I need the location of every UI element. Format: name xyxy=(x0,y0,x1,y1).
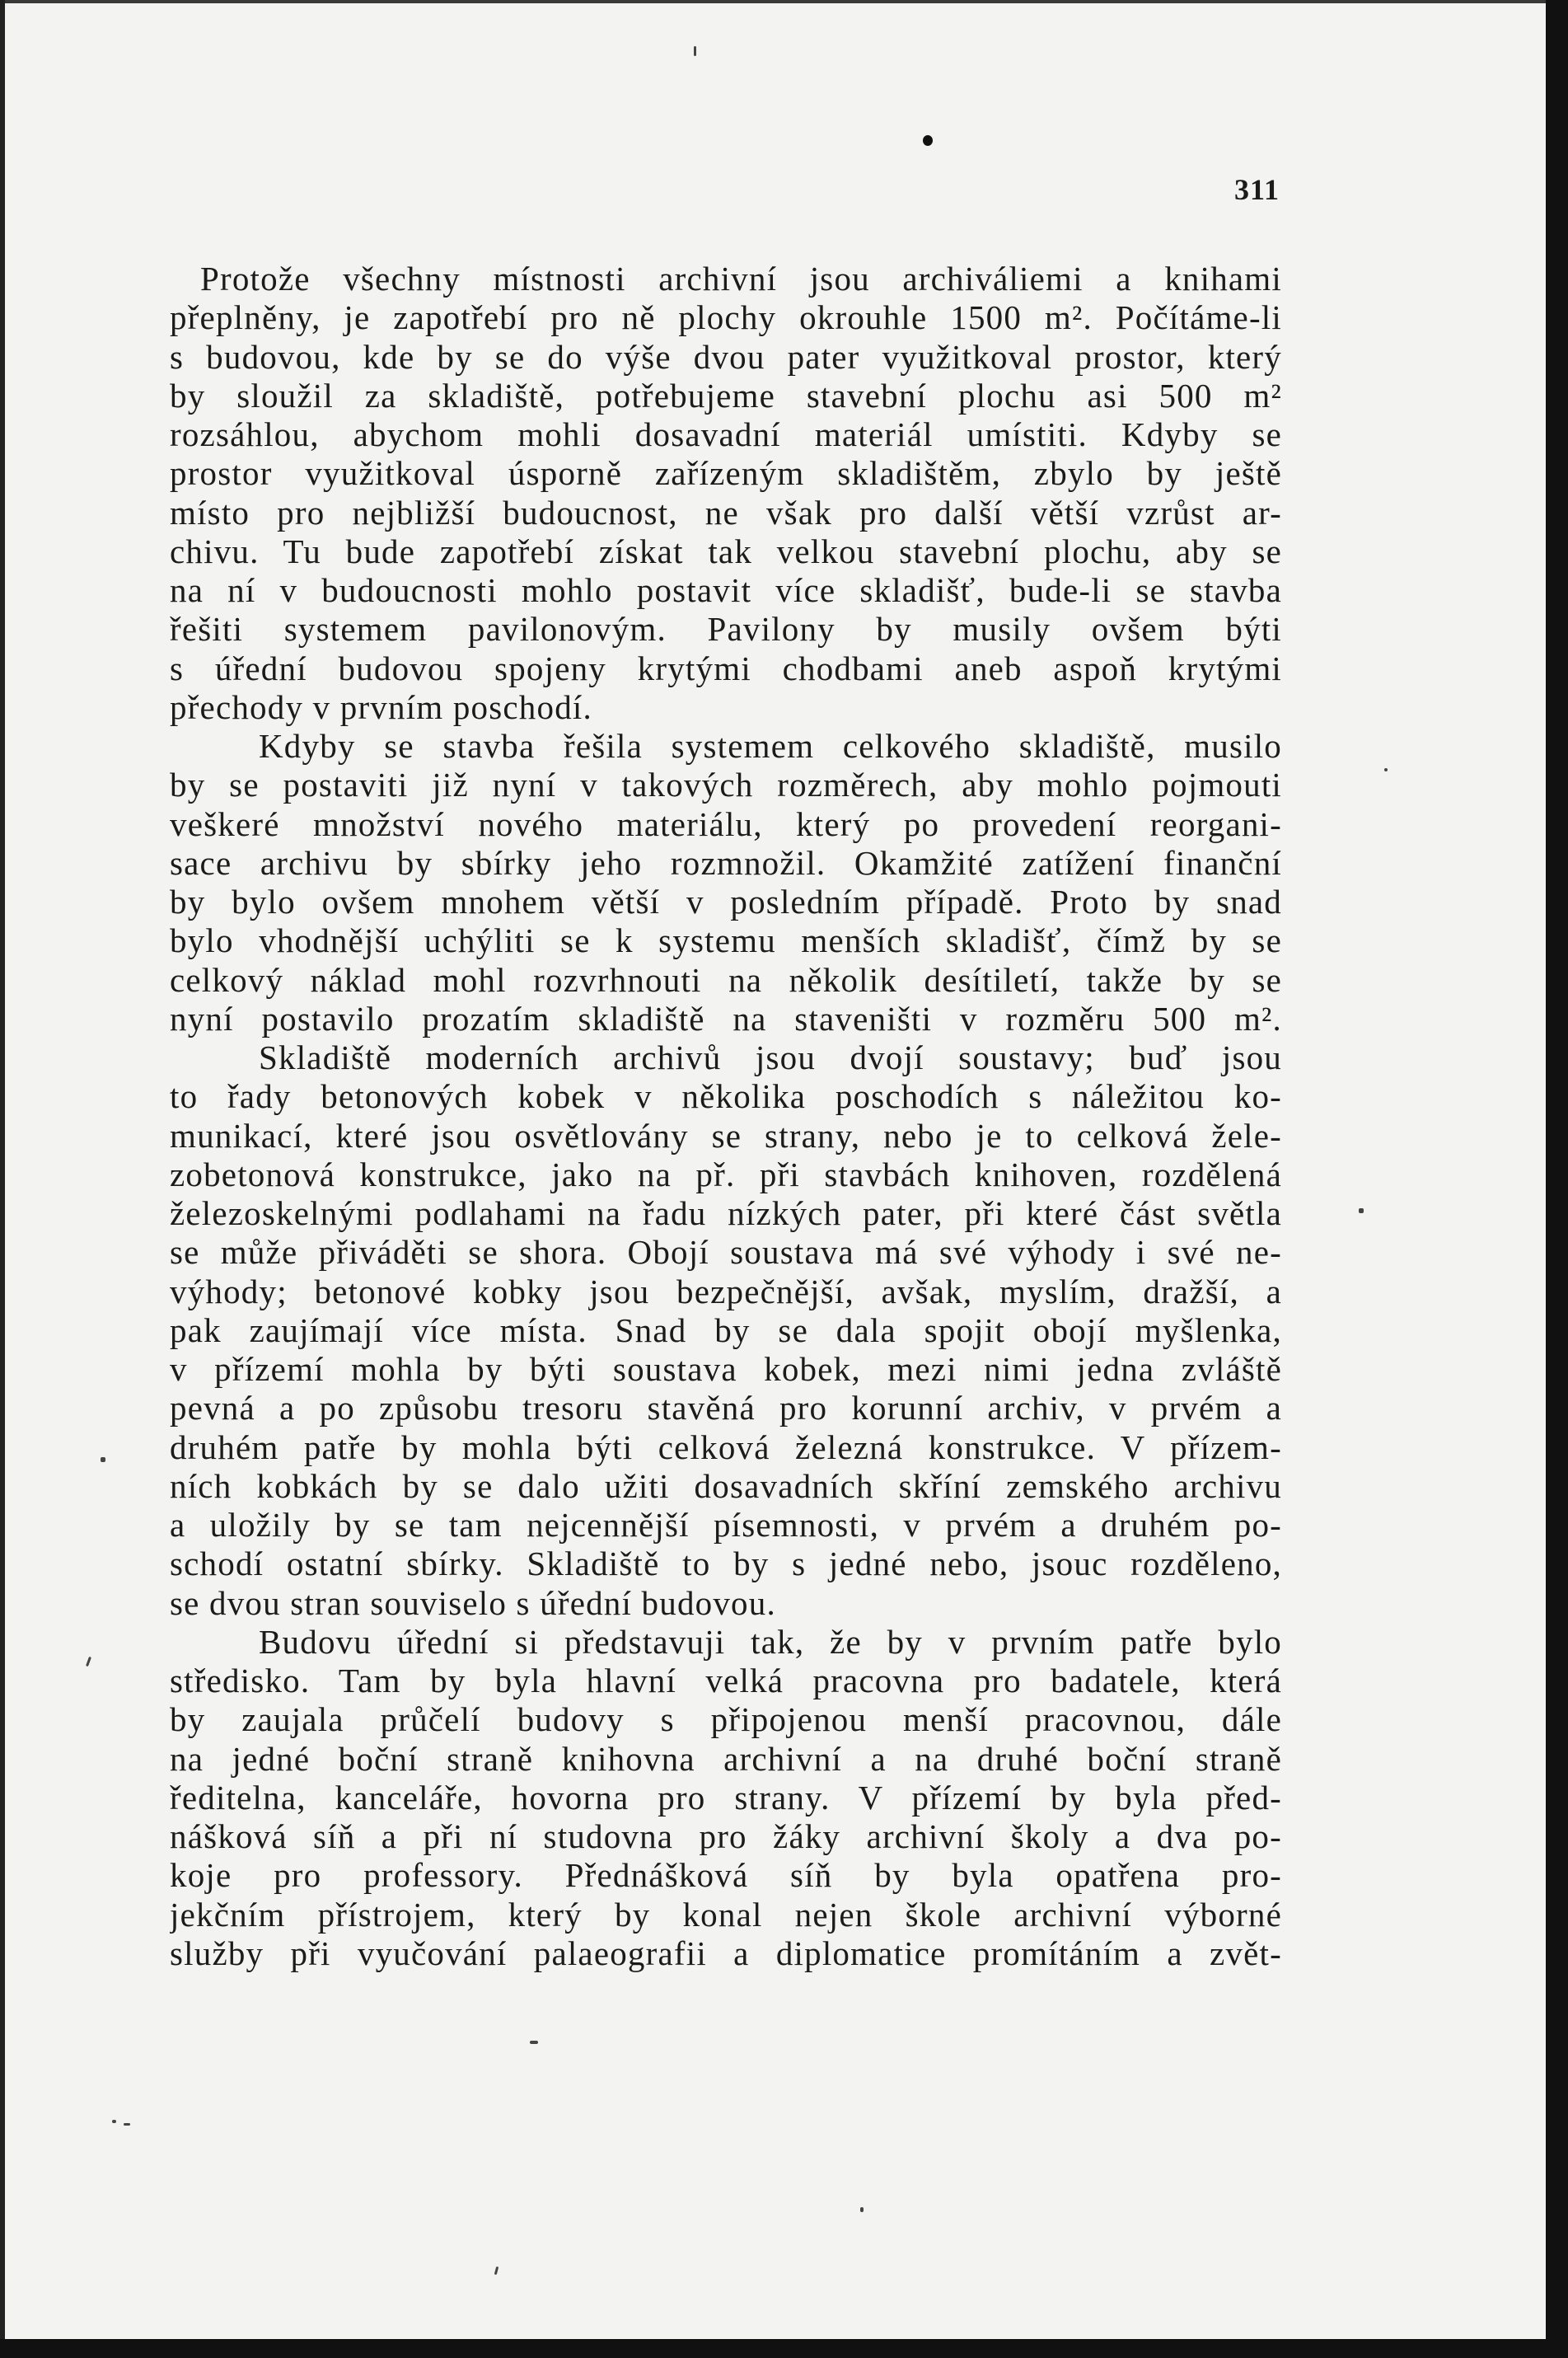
text-line: pevná a po způsobu tresoru stavěná pro korunní archiv, v prvém a xyxy=(170,1389,1282,1427)
text-line: zobetonová konstrukce, jako na př. při stavbách knihoven, rozdělená xyxy=(170,1155,1282,1193)
text-line: řešiti systemem pavilonovým. Pavilony by musily ovšem býti xyxy=(170,610,1282,649)
text-line: Kdyby se stavba řešila systemem celkového skladiště, musilo xyxy=(259,727,1282,765)
text-line: se může přiváděti se shora. Obojí soustava má své výhody i své ne- xyxy=(170,1233,1282,1272)
text-line: se dvou stran souviselo s úřední budovou. xyxy=(170,1583,776,1622)
text-line: výhody; betonové kobky jsou bezpečnější, avšak, myslím, dražší, a xyxy=(170,1272,1282,1310)
text-line: na ní v budoucnosti mohlo postavit více skladišť, bude-li se stavba xyxy=(170,571,1282,609)
text-line: Budovu úřední si představuji tak, že by v prvním patře bylo xyxy=(259,1622,1282,1661)
scan-speck xyxy=(112,2120,116,2123)
scan-border-bottom xyxy=(0,2339,1568,2358)
text-line: jekčním přístrojem, který by konal nejen škole archivní výborné xyxy=(170,1895,1282,1934)
scan-speck xyxy=(1384,768,1388,771)
text-line: s budovou, kde by se do výše dvou pater využitkoval prostor, který xyxy=(170,337,1282,376)
text-line: Skladiště moderních archivů jsou dvojí soustavy; buď jsou xyxy=(259,1038,1282,1076)
text-line: ředitelna, kanceláře, hovorna pro strany. V přízemí by byla před- xyxy=(170,1778,1282,1817)
scan-speck xyxy=(1359,1208,1364,1213)
text-line: veškeré množství nového materiálu, který po provedení reorgani- xyxy=(170,804,1282,843)
text-line: přeplněny, je zapotřebí pro ně plochy okrouhle 1500 m². Počítáme-li xyxy=(170,298,1282,337)
text-line: na jedné boční straně knihovna archivní a na druhé boční straně xyxy=(170,1739,1282,1778)
text-line: by se postaviti již nyní v takových rozměrech, aby mohlo pojmouti xyxy=(170,766,1282,804)
ink-dot xyxy=(923,135,933,146)
paragraph xyxy=(170,727,1282,1038)
text-line: železoskelnými podlahami na řadu nízkých pater, při které část světla xyxy=(170,1194,1282,1232)
scan-speck xyxy=(694,46,696,56)
text-line: Protože všechny místnosti archivní jsou archiváliemi a knihami xyxy=(200,260,1282,298)
body-text xyxy=(170,260,1282,1973)
text-line: koje pro professory. Přednášková síň by byla opatřena pro- xyxy=(170,1856,1282,1895)
text-line: by sloužil za skladiště, potřebujeme stavební plochu asi 500 m² xyxy=(170,376,1282,415)
paragraph xyxy=(170,260,1282,727)
text-line: služby při vyučování palaeografii a diplomatice promítáním a zvět- xyxy=(170,1934,1282,1972)
text-line: a uložily by se tam nejcennější písemnosti, v prvém a druhém po- xyxy=(170,1506,1282,1544)
scan-speck xyxy=(101,1457,105,1462)
text-line: rozsáhlou, abychom mohli dosavadní materiál umístiti. Kdyby se xyxy=(170,415,1282,453)
text-line: bylo vhodnější uchýliti se k systemu menších skladišť, čímž by se xyxy=(170,921,1282,960)
paragraph xyxy=(170,1038,1282,1623)
text-line: přechody v prvním poschodí. xyxy=(170,687,592,726)
text-line: chivu. Tu bude zapotřebí získat tak velkou stavební plochu, aby se xyxy=(170,532,1282,570)
text-line: místo pro nejbližší budoucnost, ne však pro další větší vzrůst ar- xyxy=(170,493,1282,532)
text-line: v přízemí mohla by býti soustava kobek, mezi nimi jedna zvláště xyxy=(170,1350,1282,1388)
text-line: munikací, které jsou osvětlovány se strany, nebo je to celková žele- xyxy=(170,1116,1282,1155)
text-line: středisko. Tam by byla hlavní velká pracovna pro badatele, která xyxy=(170,1662,1282,1699)
text-line: sace archivu by sbírky jeho rozmnožil. Okamžité zatížení finanční xyxy=(170,843,1282,882)
page-number: 311 xyxy=(1233,173,1280,206)
scan-speck xyxy=(86,1657,91,1667)
text-line: by bylo ovšem mnohem větší v posledním případě. Proto by snad xyxy=(170,883,1282,921)
scan-speck xyxy=(124,2123,130,2126)
paragraph xyxy=(170,1623,1282,1973)
text-line: celkový náklad mohl rozvrhnouti na několik desítiletí, takže by se xyxy=(170,960,1282,999)
text-line: nyní postavilo prozatím skladiště na staveništi v rozměru 500 m². xyxy=(170,999,1282,1038)
scan-border-top xyxy=(0,0,1568,3)
text-line: druhém patře by mohla býti celková železná konstrukce. V přízem- xyxy=(170,1427,1282,1466)
text-line: nášková síň a při ní studovna pro žáky archivní školy a dva po- xyxy=(170,1817,1282,1855)
text-line: by zaujala průčelí budovy s připojenou menší pracovnou, dále xyxy=(170,1700,1282,1739)
text-line: ních kobkách by se dalo užiti dosavadních skříní zemského archivu xyxy=(170,1466,1282,1505)
scan-speck xyxy=(494,2267,498,2275)
scan-border-left xyxy=(0,0,5,2358)
text-line: schodí ostatní sbírky. Skladiště to by s jedné nebo, jsouc rozděleno, xyxy=(170,1545,1282,1583)
scan-speck xyxy=(530,2041,538,2044)
text-line: pak zaujímají více místa. Snad by se dala spojit obojí myšlenka, xyxy=(170,1310,1282,1349)
text-line: s úřední budovou spojeny krytými chodbami aneb aspoň krytými xyxy=(170,649,1282,687)
scan-speck xyxy=(860,2207,864,2212)
scan-border-right xyxy=(1546,0,1568,2358)
text-line: prostor využitkoval úsporně zařízeným skladištěm, zbylo by ještě xyxy=(170,454,1282,493)
text-line: to řady betonových kobek v několika poschodích s náležitou ko- xyxy=(170,1077,1282,1116)
